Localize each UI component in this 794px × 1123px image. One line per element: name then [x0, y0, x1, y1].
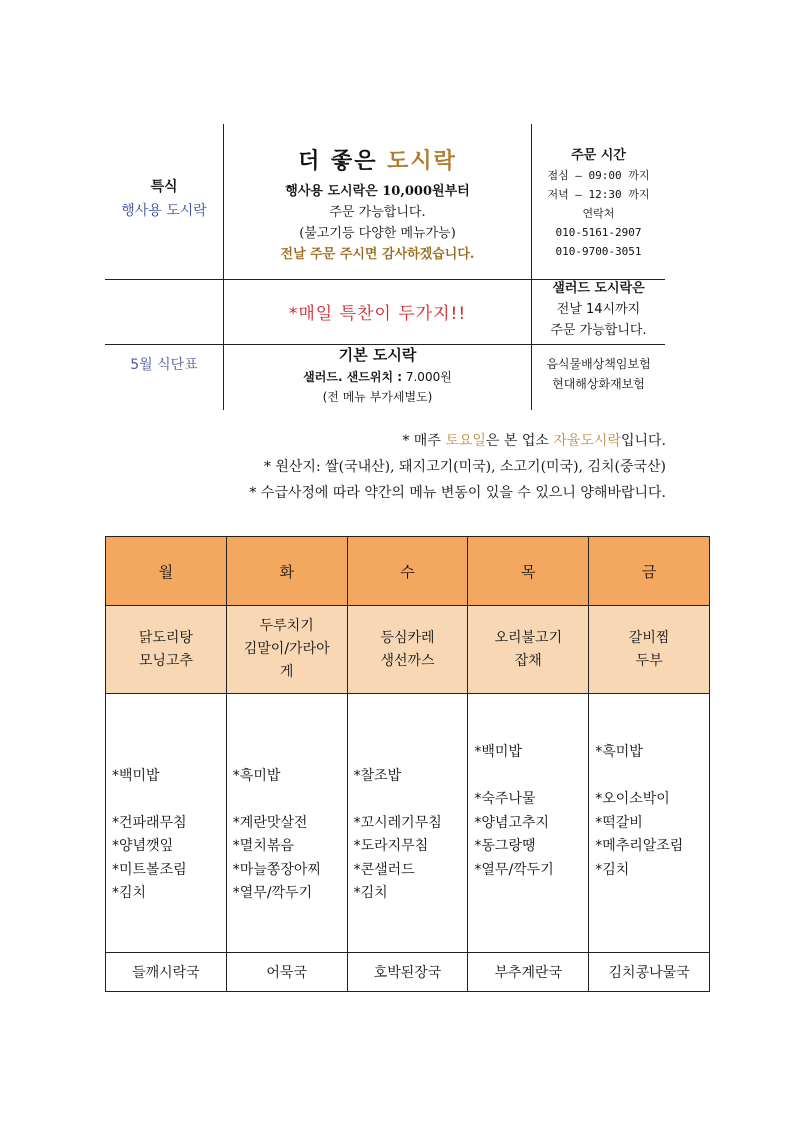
hours-line: 저녁 – 12:30 까지 [547, 188, 650, 201]
basic-price: 7.000원 [405, 370, 452, 384]
special-label: 특식 [150, 179, 178, 195]
spacer [112, 788, 226, 812]
insurance-cell [532, 354, 665, 394]
main-dish-cell [468, 606, 589, 694]
main-dish: 등심카레 [380, 629, 435, 646]
soup: 부추계란국 [468, 953, 589, 992]
side-dish: *김치 [595, 861, 630, 878]
side-dish: *흑미밥 [595, 744, 643, 760]
day-header: 목 [468, 537, 589, 606]
spacer [354, 694, 468, 718]
main-dish: 생선까스 [380, 652, 435, 669]
side-dish: *백미밥 [474, 744, 522, 760]
main-dish: 갈비찜 [628, 629, 670, 646]
spacer [474, 718, 588, 742]
soup: 호박된장국 [347, 953, 468, 992]
day-header: 화 [226, 537, 347, 606]
hours-cell [532, 144, 665, 261]
weekly-menu-table [105, 536, 710, 992]
menu-month-cell [105, 354, 223, 374]
side-dish: *김치 [112, 885, 147, 901]
side-dish-cell [347, 694, 468, 953]
main-dish: 게 [279, 664, 294, 680]
event-line: 주문 가능합니다. [329, 205, 426, 220]
side-dish-cell [106, 694, 227, 953]
side-dish: *흑미밥 [232, 767, 281, 784]
side-dish: *김치 [353, 885, 388, 901]
notice-text: 은 본 업소 [485, 433, 554, 449]
spacer [474, 765, 588, 789]
notice-text: 입니다. [620, 433, 666, 449]
side-dish: *동그랑땡 [474, 838, 536, 854]
side-dish: *양념깻잎 [112, 838, 174, 854]
soup: 어묵국 [226, 953, 347, 992]
salad-cell [532, 278, 665, 341]
side-dish: *마늘쫑장아찌 [232, 861, 321, 878]
soup: 들깨시락국 [106, 953, 227, 992]
special-value: 행사용 도시락 [121, 203, 207, 219]
brand-title [224, 144, 531, 175]
hours-line: 연락처 [582, 207, 615, 220]
main-dish-row [106, 606, 710, 694]
hours-line: 점심 – 09:00 까지 [547, 169, 650, 182]
main-dish-cell [589, 606, 710, 694]
side-dish: *백미밥 [112, 767, 160, 784]
side-dish: *숙주나물 [474, 791, 536, 807]
side-dish: *양념고추지 [474, 814, 550, 831]
brand-accent: 도시락 [387, 149, 457, 174]
insurance-line: 음식물배상책임보험 [546, 357, 651, 371]
event-line: 행사용 도시락은 10,000원부터 [285, 184, 470, 199]
soup: 김치콩나물국 [589, 953, 710, 992]
daily-special-cell [224, 299, 531, 324]
notice-changes: * 수급사정에 따라 약간의 메뉴 변동이 있을 수 있으니 양해바랍니다. [249, 485, 666, 501]
insurance-line: 현대해상화재보험 [552, 377, 645, 391]
spacer [354, 788, 468, 812]
basic-vat: (전 메뉴 부가세별도) [322, 390, 433, 404]
side-dish-cell [589, 694, 710, 953]
spacer [474, 694, 588, 718]
spacer [112, 741, 226, 765]
phone-number: 010-9700-3051 [555, 245, 642, 258]
spacer [112, 694, 226, 718]
notice-text: * 매주 [402, 433, 446, 449]
spacer [354, 741, 468, 765]
side-dish: *미트볼조림 [112, 861, 187, 878]
day-header: 금 [589, 537, 710, 606]
spacer [595, 718, 709, 742]
menu-month-title: 5월 식단표 [130, 357, 198, 373]
day-header: 월 [106, 537, 227, 606]
phone-number: 010-5161-2907 [555, 226, 642, 239]
hours-title: 주문 시간 [571, 148, 626, 163]
side-dish: *콘샐러드 [353, 861, 415, 878]
side-dish: *떡갈비 [595, 814, 643, 831]
spacer [595, 765, 709, 789]
soup-row [106, 953, 710, 992]
basic-price-label: 샐러드. 샌드위치 : [303, 370, 403, 384]
salad-line: 샐러드 도시락은 [552, 281, 645, 296]
notice-highlight: 자율도시락 [553, 433, 621, 449]
side-dish: *계란맛살전 [232, 814, 308, 831]
daily-special: *매일 특찬이 두가지!! [288, 304, 467, 324]
side-dish: *메추리알조림 [595, 838, 684, 854]
notice-origin: * 원산지: 쌀(국내산), 돼지고기(미국), 소고기(미국), 김치(중국산) [263, 459, 666, 475]
side-dish: *열무/깍두기 [474, 861, 554, 878]
side-dish-row [106, 694, 710, 953]
main-dish: 김말이/가라아 [243, 641, 330, 657]
spacer [233, 741, 347, 765]
main-dish: 두부 [635, 652, 663, 669]
side-dish: *꼬시레기무침 [353, 814, 442, 831]
side-dish: *열무/깍두기 [232, 885, 313, 901]
side-dish: *건파래무침 [112, 814, 187, 831]
notice-saturday [402, 430, 666, 450]
spacer [233, 788, 347, 812]
spacer [233, 694, 347, 718]
main-dish-cell [226, 606, 347, 694]
event-line: 전날 주문 주시면 감사하겠습니다. [280, 247, 475, 262]
basic-price-line [224, 367, 531, 387]
info-table [105, 124, 665, 410]
side-dish: *오이소박이 [595, 791, 670, 807]
notice-highlight: 토요일 [445, 433, 486, 449]
side-dish: *도라지무침 [353, 838, 429, 854]
main-dish: 모닝고추 [138, 652, 193, 669]
side-dish: *찰조밥 [353, 767, 402, 784]
main-dish: 두루치기 [259, 618, 314, 634]
main-dish: 오리불고기 [494, 629, 563, 646]
main-dish-cell [347, 606, 468, 694]
spacer [354, 718, 468, 742]
side-dish: *멸치볶음 [232, 838, 294, 854]
brand-cell [224, 144, 531, 265]
day-header-row [106, 537, 710, 606]
brand-prefix: 더 좋은 [298, 149, 388, 174]
basic-cell [224, 344, 531, 407]
main-dish-cell [106, 606, 227, 694]
spacer [112, 718, 226, 742]
side-dish-cell [468, 694, 589, 953]
special-cell [105, 176, 223, 220]
salad-line: 주문 가능합니다. [550, 323, 647, 338]
event-line: (불고기등 다양한 메뉴가능) [299, 226, 456, 241]
salad-line: 전날 14시까지 [556, 302, 641, 317]
side-dish-cell [226, 694, 347, 953]
main-dish: 닭도리탕 [138, 629, 193, 646]
basic-title: 기본 도시락 [338, 346, 417, 364]
main-dish: 잡채 [514, 652, 542, 669]
day-header: 수 [347, 537, 468, 606]
spacer [595, 694, 709, 718]
spacer [233, 718, 347, 742]
